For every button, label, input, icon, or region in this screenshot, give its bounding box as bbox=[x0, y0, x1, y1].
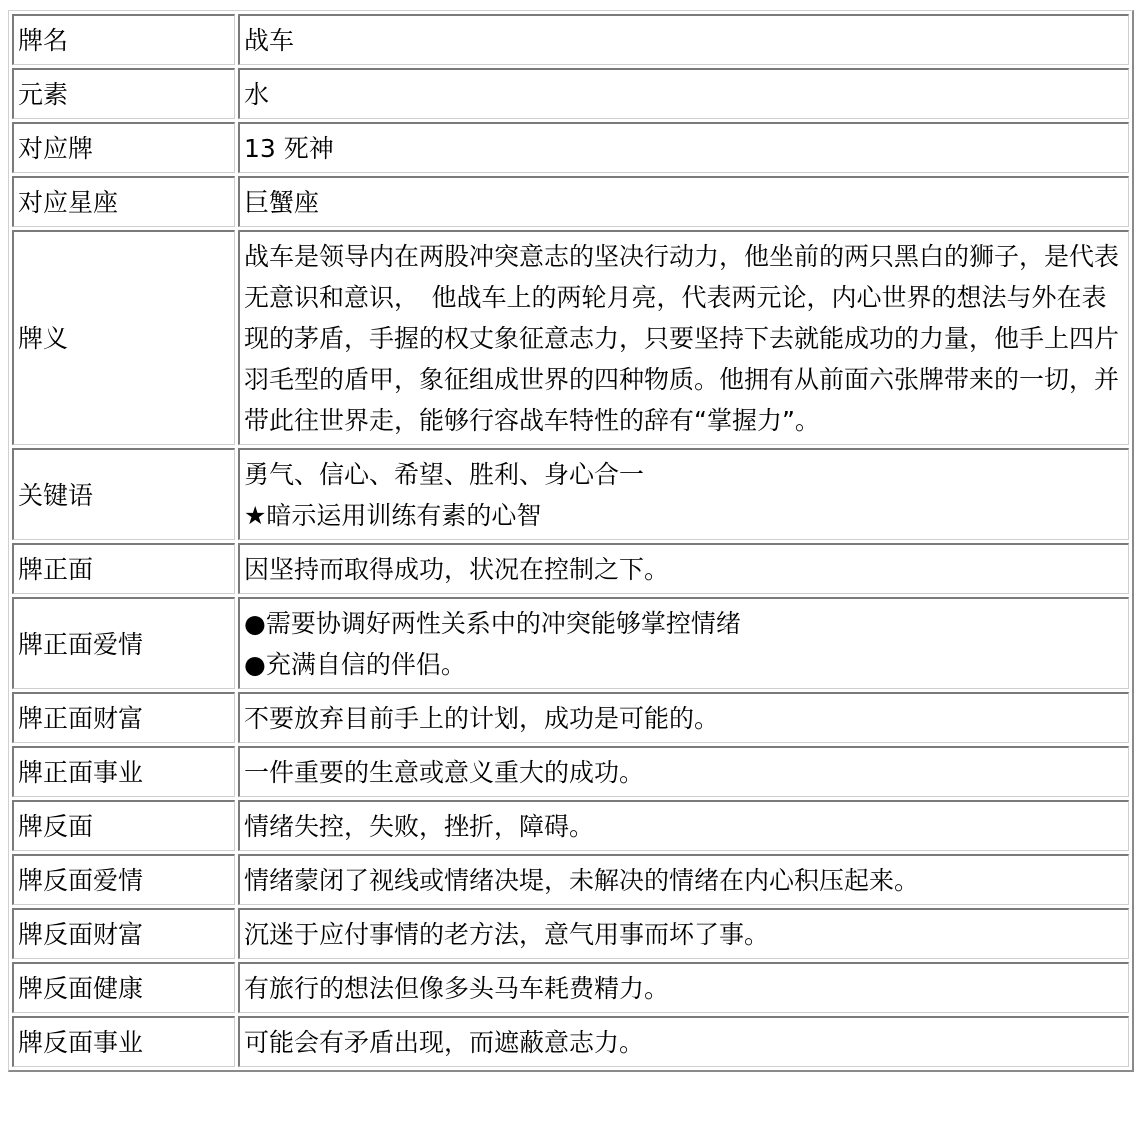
table-row bbox=[12, 908, 1129, 959]
value-line: 13 死神 bbox=[244, 134, 334, 163]
row-value-upright-love bbox=[238, 597, 1129, 689]
row-label-meaning: 牌义 bbox=[12, 230, 235, 445]
table-row bbox=[12, 122, 1129, 173]
value-line: ★暗示运用训练有素的心智 bbox=[244, 501, 542, 530]
row-value-reversed-career bbox=[238, 1016, 1129, 1067]
value-line: 情绪蒙闭了视线或情绪决堤，未解决的情绪在内心积压起来。 bbox=[244, 866, 920, 895]
table-row bbox=[12, 176, 1129, 227]
row-label-corresponding-card: 对应牌 bbox=[12, 122, 235, 173]
table-row bbox=[12, 854, 1129, 905]
value-line: 不要放弃目前手上的计划，成功是可能的。 bbox=[244, 704, 720, 733]
row-label-keywords: 关键语 bbox=[12, 448, 235, 540]
row-label-reversed-career: 牌反面事业 bbox=[12, 1016, 235, 1067]
row-label-upright-love: 牌正面爱情 bbox=[12, 597, 235, 689]
table-row bbox=[12, 597, 1129, 689]
row-value-element bbox=[238, 68, 1129, 119]
value-line: 战车 bbox=[244, 26, 295, 55]
row-label-upright-career: 牌正面事业 bbox=[12, 746, 235, 797]
value-line: 因坚持而取得成功，状况在控制之下。 bbox=[244, 555, 670, 584]
row-label-zodiac: 对应星座 bbox=[12, 176, 235, 227]
row-value-reversed-love bbox=[238, 854, 1129, 905]
table-row bbox=[12, 692, 1129, 743]
value-line: ●需要协调好两性关系中的冲突能够掌控情绪 bbox=[244, 609, 741, 638]
table-row bbox=[12, 448, 1129, 540]
row-value-upright bbox=[238, 543, 1129, 594]
value-line: 战车是领导内在两股冲突意志的坚决行动力，他坐前的两只黑白的狮子，是代表无意识和意识， 他战车上的两轮月亮，代表两元论，内心世界的想法与外在表现的茅盾，手握的权丈象征意志力，只要坚持下去就能成功的力量，他手上四片羽毛型的盾甲，象征组成世界的四种物质。他拥有从前面六张牌带来的一切，并带此往世界走，能够行容战车特性的辞有“掌握力”。 bbox=[244, 242, 1120, 435]
table-row bbox=[12, 962, 1129, 1013]
value-line: ●充满自信的伴侣。 bbox=[244, 650, 466, 679]
row-value-keywords bbox=[238, 448, 1129, 540]
row-label-element: 元素 bbox=[12, 68, 235, 119]
row-value-reversed-wealth bbox=[238, 908, 1129, 959]
row-value-upright-wealth bbox=[238, 692, 1129, 743]
value-line: 一件重要的生意或意义重大的成功。 bbox=[244, 758, 645, 787]
tarot-info-table bbox=[8, 10, 1134, 1072]
row-label-upright-wealth: 牌正面财富 bbox=[12, 692, 235, 743]
tarot-card-info bbox=[8, 10, 1134, 1072]
row-label-reversed-wealth: 牌反面财富 bbox=[12, 908, 235, 959]
table-row bbox=[12, 746, 1129, 797]
row-value-reversed-health bbox=[238, 962, 1129, 1013]
row-value-reversed bbox=[238, 800, 1129, 851]
table-row bbox=[12, 14, 1129, 65]
value-line: 巨蟹座 bbox=[244, 188, 320, 217]
table-row bbox=[12, 1016, 1129, 1067]
value-line: 水 bbox=[244, 80, 270, 109]
table-row bbox=[12, 543, 1129, 594]
row-value-card-name bbox=[238, 14, 1129, 65]
value-line: 情绪失控，失败，挫折，障碍。 bbox=[244, 812, 595, 841]
row-label-reversed-health: 牌反面健康 bbox=[12, 962, 235, 1013]
value-line: 勇气、信心、希望、胜利、身心合一 bbox=[244, 460, 645, 489]
table-row bbox=[12, 800, 1129, 851]
row-value-upright-career bbox=[238, 746, 1129, 797]
table-row bbox=[12, 230, 1129, 445]
row-label-card-name: 牌名 bbox=[12, 14, 235, 65]
row-label-upright: 牌正面 bbox=[12, 543, 235, 594]
row-value-zodiac bbox=[238, 176, 1129, 227]
row-label-reversed-love: 牌反面爱情 bbox=[12, 854, 235, 905]
row-value-corresponding-card bbox=[238, 122, 1129, 173]
row-label-reversed: 牌反面 bbox=[12, 800, 235, 851]
value-line: 沉迷于应付事情的老方法，意气用事而坏了事。 bbox=[244, 920, 770, 949]
table-row bbox=[12, 68, 1129, 119]
value-line: 可能会有矛盾出现，而遮蔽意志力。 bbox=[244, 1028, 645, 1057]
value-line: 有旅行的想法但像多头马车耗费精力。 bbox=[244, 974, 670, 1003]
row-value-meaning bbox=[238, 230, 1129, 445]
